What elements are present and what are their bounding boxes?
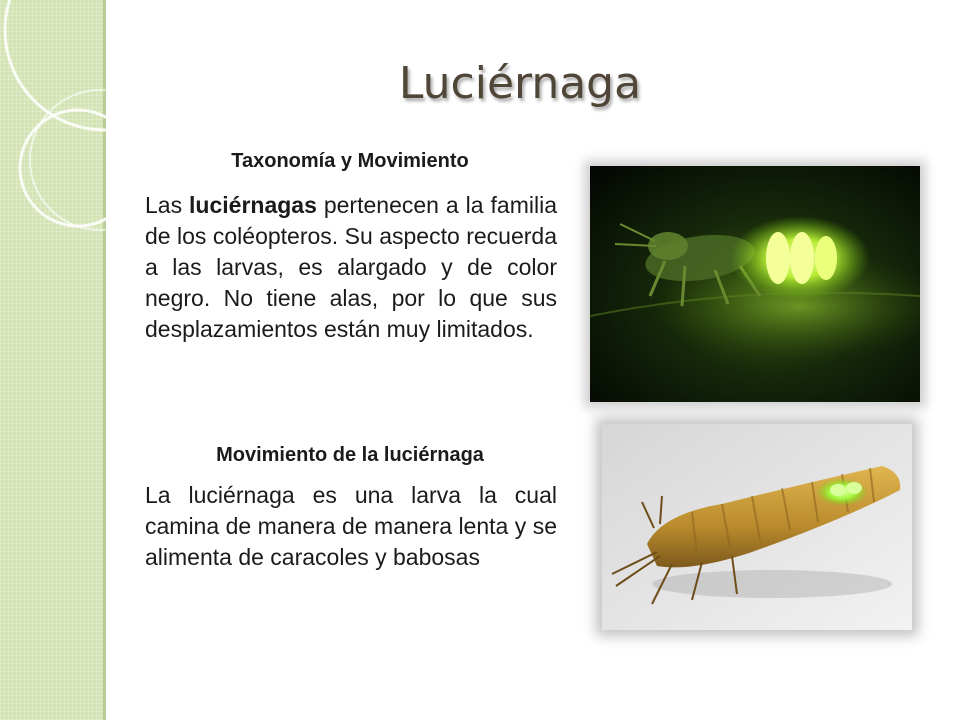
firefly-larva-photo	[602, 424, 912, 630]
section-heading-movement: Movimiento de la luciérnaga	[216, 444, 484, 466]
taxonomy-paragraph	[145, 190, 557, 345]
movement-paragraph: La luciérnaga es una larva la cual camina de manera de manera lenta y se alimenta de caracoles y babosas	[145, 482, 557, 570]
glowing-firefly-photo	[590, 166, 920, 402]
slide-title: Luciérnaga	[398, 58, 642, 109]
paragraph-body: pertenecen a la familia de los coléopteros. Su aspecto recuerda a las larvas, es alargado y de color negro. No tiene alas, por lo que sus desplazamientos están muy limitados.	[145, 192, 557, 342]
section-heading-taxonomy: Taxonomía y Movimiento	[231, 150, 469, 172]
paragraph-intro: Las	[145, 192, 190, 218]
paragraph-bold-word: luciérnagas	[189, 192, 317, 218]
